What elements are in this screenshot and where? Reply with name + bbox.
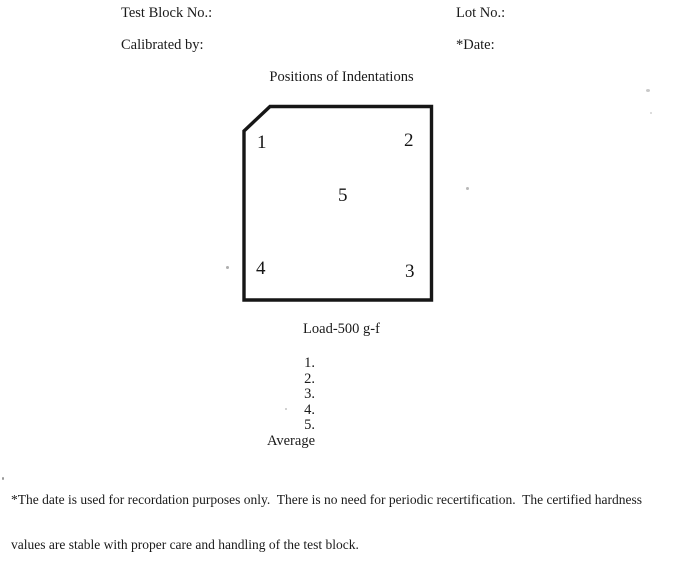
positions-of-indentations-title: Positions of Indentations bbox=[269, 69, 414, 85]
lot-no-label: Lot No.: bbox=[456, 5, 506, 21]
footnote-line-2: values are stable with proper care and handling of the test block. bbox=[11, 537, 359, 552]
calibrated-by-label: Calibrated by: bbox=[121, 37, 204, 53]
indentation-position-5: 5 bbox=[338, 185, 348, 206]
indentation-position-1: 1 bbox=[257, 132, 267, 153]
scan-noise-speck bbox=[650, 112, 652, 114]
load-label: Load-500 g-f bbox=[303, 321, 380, 337]
reading-line-1: 1. bbox=[304, 355, 315, 371]
test-block-no-label: Test Block No.: bbox=[121, 5, 213, 21]
reading-line-2: 2. bbox=[304, 370, 315, 387]
footnote-line-1: *The date is used for recordation purposes only. There is no need for periodic recertification. The certified hardness bbox=[11, 492, 643, 507]
reading-line-5: 5. bbox=[304, 417, 315, 433]
scan-noise-speck bbox=[226, 266, 229, 269]
indentation-position-2: 2 bbox=[404, 130, 414, 151]
reading-line-4: 4. bbox=[304, 401, 315, 418]
scan-noise-speck bbox=[466, 187, 469, 190]
scan-noise-speck bbox=[2, 477, 4, 480]
indentation-position-4: 4 bbox=[256, 258, 266, 279]
scan-noise-speck bbox=[285, 408, 287, 410]
indentation-position-3: 3 bbox=[405, 261, 415, 282]
average-label: Average bbox=[266, 432, 315, 449]
footnote bbox=[11, 462, 666, 582]
reading-line-3: 3. bbox=[304, 386, 315, 402]
scan-noise-speck bbox=[646, 89, 650, 92]
date-label: *Date: bbox=[456, 37, 495, 53]
readings-list bbox=[220, 356, 315, 449]
test-block-diagram bbox=[235, 98, 441, 310]
